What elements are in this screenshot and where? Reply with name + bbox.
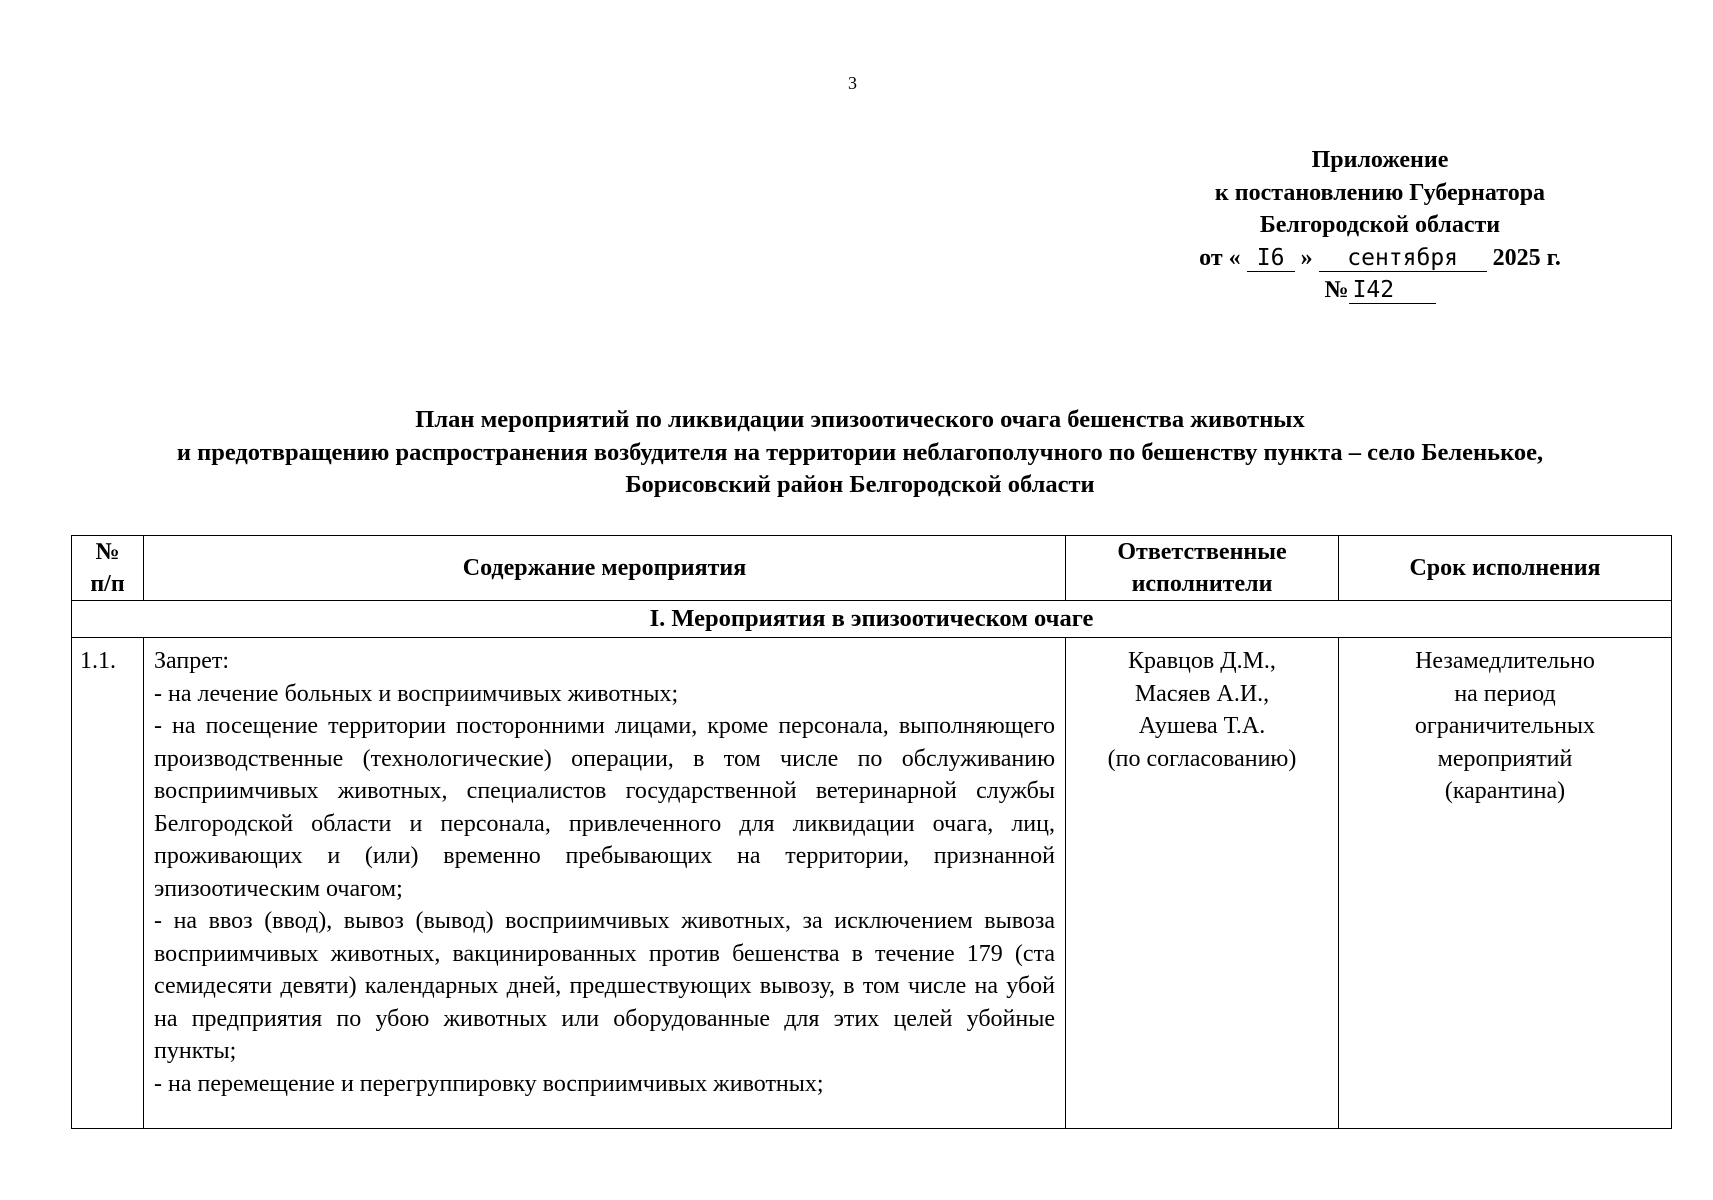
title-line-2: и предотвращению распространения возбудителя на территории неблагополучного по бешенству пункта – село Беленькое,	[176, 438, 1544, 466]
date-mid: »	[1300, 244, 1313, 271]
term-line: ограничительных	[1414, 713, 1596, 739]
header-term: Срок исполнения	[1339, 536, 1672, 601]
header-num	[72, 536, 144, 601]
row-number: 1.1.	[72, 638, 144, 1129]
appendix-decree: к постановлению Губернатора	[1214, 179, 1546, 206]
row-term	[1339, 638, 1672, 1129]
executor: Кравцов Д.М.,	[1128, 648, 1276, 674]
appendix-number	[1160, 274, 1600, 307]
appendix-header	[1160, 144, 1600, 307]
term-line: (карантина)	[1444, 778, 1566, 804]
section-row	[72, 601, 1672, 638]
number-prefix: №	[1324, 277, 1349, 303]
appendix-region: Белгородской области	[1259, 212, 1501, 238]
table-row	[72, 638, 1672, 1129]
header-num-label: № п/п	[90, 539, 125, 597]
term-line: Незамедлительно	[1415, 648, 1595, 674]
date-day: I6	[1247, 245, 1295, 272]
term-line: на период	[1454, 680, 1556, 707]
row-content	[144, 638, 1066, 1129]
page-number: 3	[848, 73, 857, 93]
header-content: Содержание мероприятия	[144, 536, 1066, 601]
term-line: мероприятий	[1437, 745, 1573, 772]
executor: Аушева Т.А.	[1138, 713, 1266, 739]
date-prefix: от «	[1199, 244, 1241, 271]
appendix-date	[1160, 242, 1600, 275]
date-year: 2025 г.	[1492, 244, 1561, 271]
document-title	[40, 404, 1680, 502]
header-executors: Ответственные исполнители	[1066, 536, 1339, 601]
title-line-1: План мероприятий по ликвидации эпизоотического очага бешенства животных	[415, 406, 1305, 433]
content-item: - на лечение больных и восприимчивых животных;	[154, 680, 679, 707]
content-item: Запрет:	[154, 648, 230, 674]
executor-note: (по согласованию)	[1107, 745, 1297, 772]
decree-number: I42	[1349, 277, 1436, 304]
section-title: I. Мероприятия в эпизоотическом очаге	[72, 601, 1672, 638]
content-item: - на ввоз (ввод), вывоз (вывод) восприимчивых животных, за исключением вывоза восприимчивых животных, вакцинированных против бешенства в течение 179 (ста семидесяти девяти) календарных дней, предшествующих вывозу, в том числе на убой на предприятия по убою животных или оборудованные для этих целей убойные пункты;	[154, 908, 1055, 1064]
content-item: - на посещение территории посторонними лицами, кроме персонала, выполняющего производственные (технологические) операции, в том числе по обслуживанию восприимчивых животных, специалистов государственной ветеринарной службы Белгородской области и персонала, привлеченного для ликвидации очага, лиц, проживающих и (или) временно пребывающих на территории, признанной эпизоотическим очагом;	[154, 713, 1055, 902]
date-month: сентября	[1319, 245, 1487, 272]
row-executors	[1066, 638, 1339, 1129]
executor: Масяев А.И.,	[1134, 680, 1270, 707]
measures-table	[71, 535, 1672, 1129]
table-header-row	[72, 536, 1672, 601]
appendix-title: Приложение	[1311, 147, 1449, 173]
title-line-3: Борисовский район Белгородской области	[625, 471, 1095, 498]
content-item: - на перемещение и перегруппировку восприимчивых животных;	[154, 1070, 824, 1097]
